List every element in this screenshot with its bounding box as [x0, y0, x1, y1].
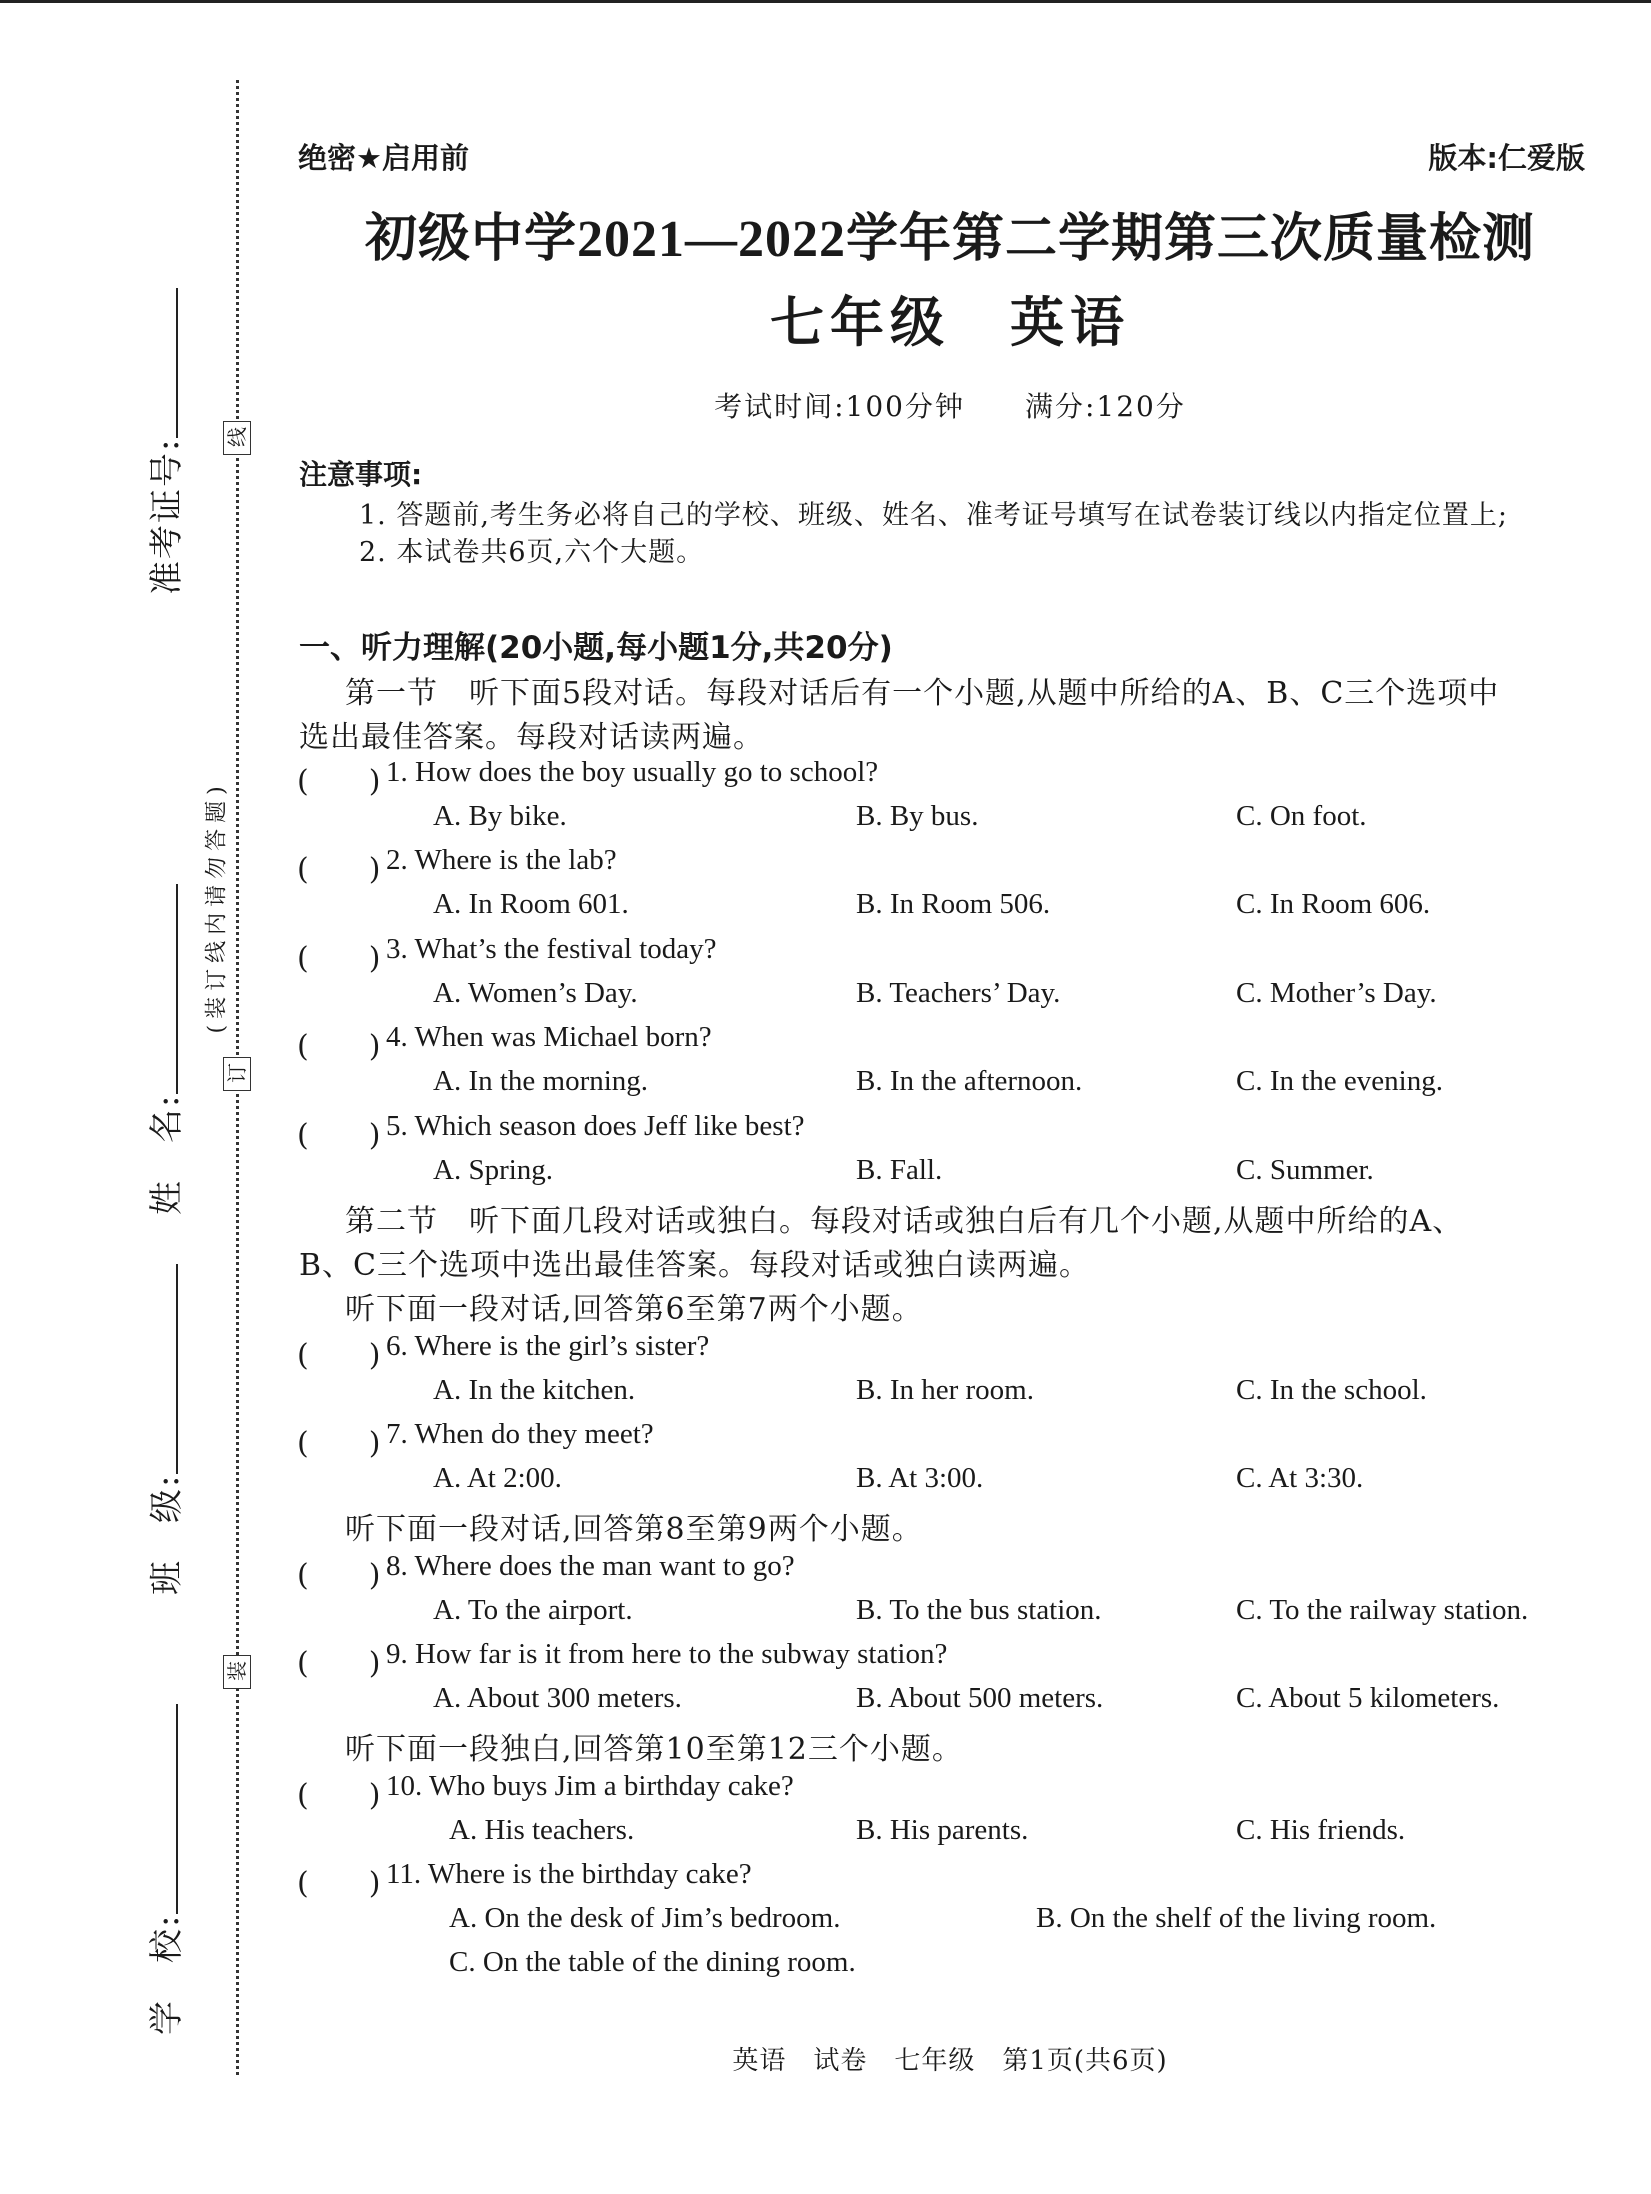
confidential-mark: 绝密★启用前 [298, 141, 469, 175]
part1-instruction-cont: 选出最佳答案。每段对话读两遍。 [299, 720, 764, 755]
part2-instruction: 第二节 听下面几段对话或独白。每段对话或独白后有几个小题,从题中所给的A、 [345, 1204, 1464, 1239]
option-c: C. At 3:30. [1236, 1462, 1364, 1494]
option-b: B. His parents. [856, 1814, 1029, 1846]
option-b: B. Teachers’ Day. [856, 977, 1061, 1009]
answer-blank[interactable]: ( ) [297, 1866, 381, 1901]
option-b: B. On the shelf of the living room. [1036, 1902, 1437, 1934]
binding-mark-zhuang [223, 1655, 251, 1689]
option-a: A. On the desk of Jim’s bedroom. [449, 1902, 841, 1934]
answer-blank[interactable]: ( ) [297, 852, 381, 887]
option-c: C. On the table of the dining room. [449, 1946, 856, 1978]
option-b: B. At 3:00. [856, 1462, 984, 1494]
school-label: 学 校: [147, 1913, 187, 2035]
binding-mark-label: 线 [225, 427, 249, 447]
answer-blank[interactable]: ( ) [297, 1778, 381, 1813]
name-field[interactable] [139, 835, 189, 1215]
question-3: 3. What’s the festival today? [386, 933, 717, 965]
answer-blank[interactable]: ( ) [297, 1558, 381, 1593]
notice-item: 1. 答题前,考生务必将自己的学校、班级、姓名、准考证号填写在试卷装订线以内指定位置上; [359, 500, 1509, 531]
binding-mark-xian [223, 421, 251, 455]
part1-instruction: 第一节 听下面5段对话。每段对话后有一个小题,从题中所给的A、B、C三个选项中 [345, 676, 1500, 711]
version-label: 版本:仁爱版 [1428, 141, 1585, 175]
option-b: B. About 500 meters. [856, 1682, 1104, 1714]
option-c: C. On foot. [1236, 800, 1367, 832]
class-label: 班 级: [147, 1473, 187, 1595]
question-6: 6. Where is the girl’s sister? [386, 1330, 710, 1362]
option-b: B. In her room. [856, 1374, 1034, 1406]
option-c: C. In the school. [1236, 1374, 1427, 1406]
option-b: B. To the bus station. [856, 1594, 1102, 1626]
notice-item: 2. 本试卷共6页,六个大题。 [359, 537, 705, 568]
question-11: 11. Where is the birthday cake? [386, 1858, 752, 1890]
answer-blank[interactable]: ( ) [297, 1118, 381, 1153]
name-line[interactable] [176, 884, 178, 1094]
binding-mark-label: 装 [225, 1661, 249, 1681]
instruction-8-9: 听下面一段对话,回答第8至第9两个小题。 [345, 1512, 923, 1547]
question-4: 4. When was Michael born? [386, 1021, 712, 1053]
option-a: A. In Room 601. [433, 888, 629, 920]
binding-mark-label: 订 [225, 1063, 249, 1083]
question-5: 5. Which season does Jeff like best? [386, 1110, 805, 1142]
option-c: C. His friends. [1236, 1814, 1406, 1846]
name-label: 姓 名: [147, 1093, 187, 1215]
option-c: C. Mother’s Day. [1236, 977, 1437, 1009]
answer-blank[interactable]: ( ) [297, 1338, 381, 1373]
option-c: C. Summer. [1236, 1154, 1374, 1186]
admission-number-line[interactable] [176, 288, 178, 438]
admission-number-label: 准考证号: [147, 437, 187, 595]
option-a: A. By bike. [433, 800, 567, 832]
page-footer: 英语 试卷 七年级 第1页(共6页) [732, 2046, 1168, 2076]
binding-note: (装订线内请勿答题) [204, 780, 230, 1034]
option-a: A. Women’s Day. [433, 977, 638, 1009]
option-c: C. In the evening. [1236, 1065, 1443, 1097]
exam-subtitle: 七年级 英语 [770, 293, 1130, 353]
part2-instruction-cont: B、C三个选项中选出最佳答案。每段对话或独白读两遍。 [299, 1248, 1090, 1283]
class-line[interactable] [176, 1264, 178, 1474]
option-a: A. About 300 meters. [433, 1682, 682, 1714]
question-2: 2. Where is the lab? [386, 844, 617, 876]
notice-title: 注意事项: [299, 458, 423, 491]
instruction-6-7: 听下面一段对话,回答第6至第7两个小题。 [345, 1292, 923, 1327]
option-b: B. In the afternoon. [856, 1065, 1083, 1097]
answer-blank[interactable]: ( ) [297, 1029, 381, 1064]
option-c: C. In Room 606. [1236, 888, 1431, 920]
instruction-10-12: 听下面一段独白,回答第10至第12三个小题。 [345, 1732, 963, 1767]
school-field[interactable] [139, 1655, 189, 2035]
option-b: B. Fall. [856, 1154, 943, 1186]
admission-number-field[interactable] [139, 215, 189, 595]
answer-blank[interactable]: ( ) [297, 764, 381, 799]
option-a: A. In the morning. [433, 1065, 649, 1097]
section-title: 一、听力理解(20小题,每小题1分,共20分) [299, 630, 893, 666]
answer-blank[interactable]: ( ) [297, 1426, 381, 1461]
question-7: 7. When do they meet? [386, 1418, 654, 1450]
option-b: B. In Room 506. [856, 888, 1051, 920]
question-9: 9. How far is it from here to the subway station? [386, 1638, 948, 1670]
option-a: A. To the airport. [433, 1594, 633, 1626]
option-a: A. Spring. [433, 1154, 554, 1186]
option-c: C. To the railway station. [1236, 1594, 1529, 1626]
exam-info: 考试时间:100分钟 满分:120分 [714, 390, 1186, 423]
top-border [0, 0, 1651, 3]
binding-mark-ding [223, 1057, 251, 1091]
option-c: C. About 5 kilometers. [1236, 1682, 1500, 1714]
school-line[interactable] [176, 1704, 178, 1914]
option-a: A. His teachers. [449, 1814, 635, 1846]
option-a: A. At 2:00. [433, 1462, 562, 1494]
option-b: B. By bus. [856, 800, 979, 832]
answer-blank[interactable]: ( ) [297, 941, 381, 976]
answer-blank[interactable]: ( ) [297, 1646, 381, 1681]
exam-title: 初级中学2021—2022学年第二学期第三次质量检测 [364, 211, 1535, 268]
option-a: A. In the kitchen. [433, 1374, 636, 1406]
question-1: 1. How does the boy usually go to school? [386, 756, 879, 788]
question-8: 8. Where does the man want to go? [386, 1550, 795, 1582]
question-10: 10. Who buys Jim a birthday cake? [386, 1770, 794, 1802]
class-field[interactable] [139, 1215, 189, 1595]
